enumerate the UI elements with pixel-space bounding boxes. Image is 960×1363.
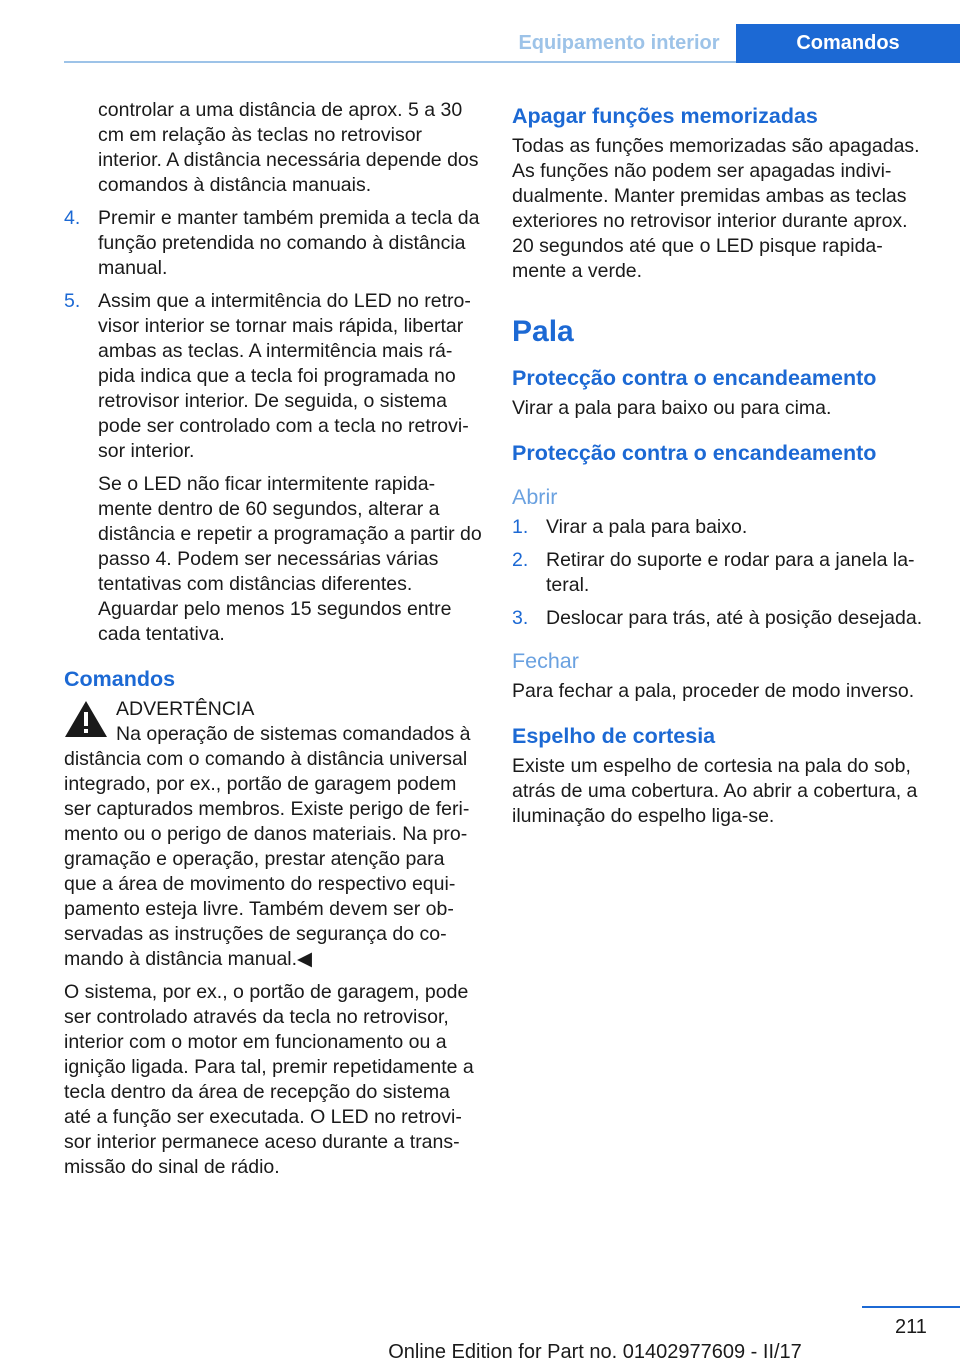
left-column	[64, 98, 482, 1180]
espelho-paragraph: Existe um espelho de cortesia na pala do sob, atrás de uma cobertura. Ao abrir a cobertura, a iluminação do espelho liga-se.	[512, 755, 918, 827]
list-item	[512, 606, 928, 631]
warning-text: Na operação de sistemas comandados à distância com o comando à distância universal integrado, por ex., portão de garagem podem ser capturados membros. Existe perigo de ferimento ou o perigo de danos materiais. Na programação e operação, prestar atenção para que a área de movimento do respectivo equipamento esteja livre. Também devem ser observadas as instruções de segurança do comando à distância manual.◀	[64, 723, 471, 970]
step-number: 2.	[512, 549, 529, 571]
continued-paragraph: controlar a uma distância de aprox. 5 a 30 cm em relação às teclas no retrovisor interior. A distância necessária depende dos comandos à distância manuais.	[98, 99, 479, 196]
header-chapter-tab: Comandos	[736, 24, 960, 63]
subheading-fechar: Fechar	[512, 649, 579, 673]
apagar-paragraph: Todas as funções memorizadas são apagadas. As funções não podem ser apagadas individualmente. Manter premidas ambas as teclas exteriores no retrovisor interior durante aprox. 20 segundos até que o LED pisque rapidamente a verde.	[512, 135, 920, 282]
step-number: 5.	[64, 290, 81, 312]
fechar-paragraph: Para fechar a pala, proceder de modo inverso.	[512, 680, 915, 702]
system-paragraph: O sistema, por ex., o portão de garagem, pode ser controlado através da tecla no retrovisor, interior com o motor em funcionamento ou a ignição ligada. Para tal, premir repetidamente a tecla dentro da área de recepção do sistema até a função ser executada. O LED no retrovisor interior permanece aceso durante a transmissão do sinal de rádio.	[64, 981, 474, 1178]
page-number: 211	[895, 1316, 927, 1338]
list-item	[512, 515, 928, 540]
proteccao-paragraph: Virar a pala para baixo ou para cima.	[512, 397, 832, 419]
step-number: 1.	[512, 516, 529, 538]
step-note: Se o LED não ficar intermitente rapidamente dentro de 60 segundos, alterar a distância e repetir a programação a partir do passo 4. Podem ser necessárias várias tentativas com distâncias diferentes. Aguardar pelo menos 15 segundos entre cada tentativa.	[98, 473, 482, 645]
list-item	[64, 289, 482, 464]
warning-title: ADVERTÊNCIA	[116, 698, 255, 720]
section-heading-proteccao-2: Protecção contra o encandeamento	[512, 441, 877, 465]
warning-box	[64, 697, 482, 722]
step-text: Premir e manter também premida a tecla da função pretendida no comando à distância manual.	[98, 207, 480, 279]
section-heading-proteccao-1: Protecção contra o encandeamento	[512, 366, 877, 390]
step-text: Deslocar para trás, até à posição desejada.	[546, 607, 923, 629]
step-text: Virar a pala para baixo.	[546, 516, 748, 538]
right-column	[512, 98, 928, 829]
section-heading-espelho: Espelho de cortesia	[512, 724, 716, 748]
warning-triangle-icon	[64, 699, 108, 739]
chapter-heading-pala: Pala	[512, 315, 574, 348]
section-heading-apagar: Apagar funções memorizadas	[512, 104, 818, 128]
list-item	[512, 548, 928, 598]
edition-line: Online Edition for Part no. 01402977609 - II/17	[388, 1341, 802, 1363]
subheading-abrir: Abrir	[512, 485, 558, 509]
step-number: 4.	[64, 207, 81, 229]
step-text: Assim que a intermitência do LED no retrovisor interior se tornar mais rápida, libertar ambas as teclas. A intermitência mais rápida indica que a tecla foi programada no retrovisor interior. De seguida, o sistema pode ser controlado com a tecla no retrovisor interior.	[98, 290, 471, 462]
header-section-tab: Equipamento interior	[518, 32, 720, 54]
list-item	[64, 206, 482, 281]
step-number: 3.	[512, 607, 529, 629]
footer-rule	[862, 1306, 960, 1308]
section-heading-comandos: Comandos	[64, 667, 176, 691]
step-text: Retirar do suporte e rodar para a janela lateral.	[546, 549, 915, 596]
